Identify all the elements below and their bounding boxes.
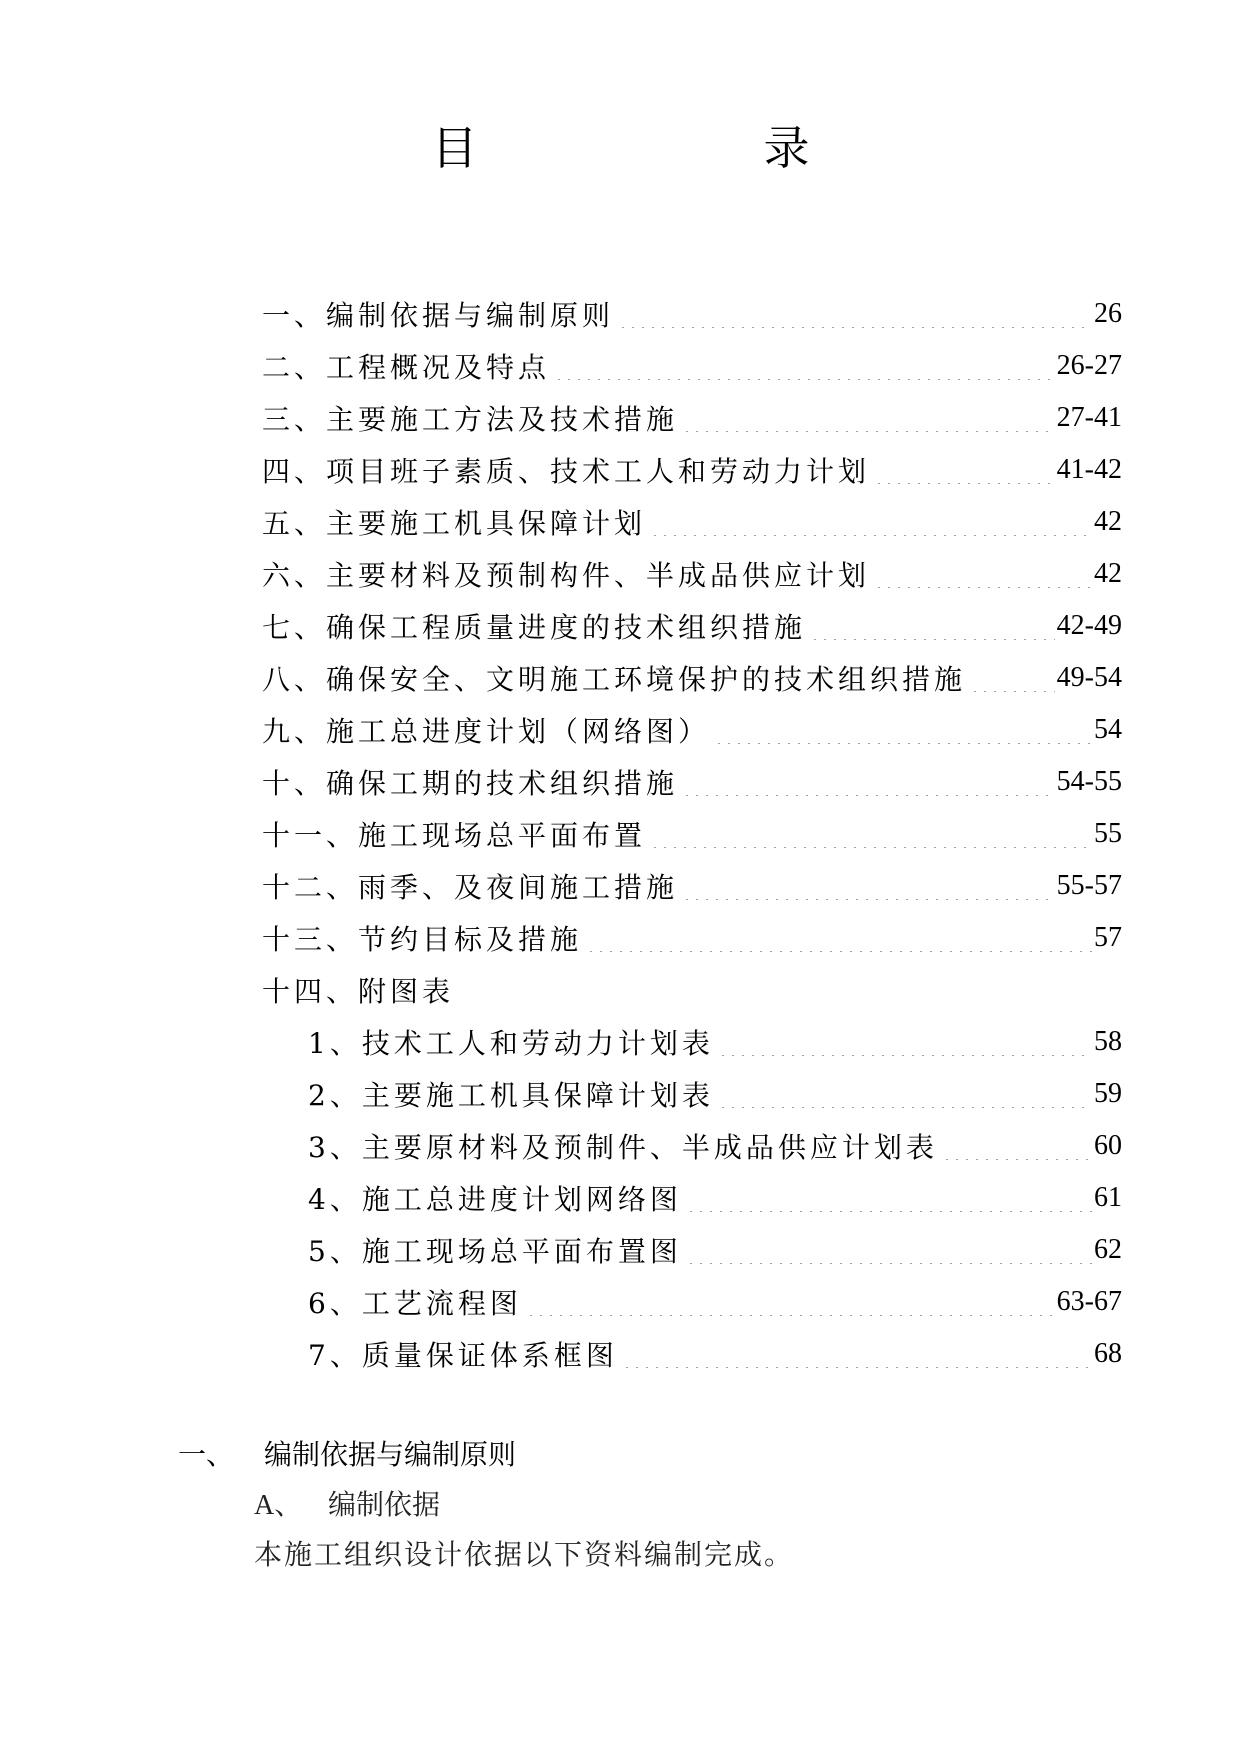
toc-label: 七、确保工程质量进度的技术组织措施: [262, 611, 807, 644]
page-title: 目 录: [431, 121, 930, 175]
toc-page: 55: [1094, 818, 1122, 849]
toc-page: 55-57: [1056, 870, 1122, 901]
toc-leader: [686, 1236, 1092, 1264]
toc-page: 54: [1094, 714, 1122, 745]
toc-page: 42: [1094, 506, 1122, 537]
toc-leader: [618, 300, 1092, 328]
toc-page: 62: [1094, 1234, 1122, 1265]
table-of-contents: [262, 288, 1122, 1380]
toc-entry[interactable]: [262, 652, 1122, 704]
toc-label: 2、主要施工机具保障计划表: [308, 1079, 714, 1112]
toc-subentry[interactable]: [262, 1276, 1122, 1328]
toc-label: 7、质量保证体系框图: [308, 1339, 618, 1372]
toc-entry[interactable]: [262, 496, 1122, 548]
toc-label: 十一、施工现场总平面布置: [262, 819, 647, 852]
toc-entry[interactable]: [262, 288, 1122, 340]
toc-subentry[interactable]: [262, 1016, 1122, 1068]
section-title: 编制依据与编制原则: [264, 1438, 517, 1471]
subsection-title: 编制依据: [328, 1488, 441, 1521]
toc-leader: [942, 1132, 1092, 1160]
toc-label: 3、主要原材料及预制件、半成品供应计划表: [308, 1131, 938, 1164]
toc-leader: [554, 352, 1055, 380]
toc-page: 57: [1094, 922, 1122, 953]
toc-page: 61: [1094, 1182, 1122, 1213]
toc-entry[interactable]: [262, 704, 1122, 756]
toc-leader: [682, 768, 1055, 796]
toc-subentry[interactable]: [262, 1224, 1122, 1276]
toc-page: 41-42: [1056, 454, 1122, 485]
toc-label: 三、主要施工方法及技术措施: [262, 403, 679, 436]
toc-entry[interactable]: [262, 392, 1122, 444]
toc-subentry[interactable]: [262, 1172, 1122, 1224]
toc-leader: [718, 1080, 1092, 1108]
subsection-heading: [254, 1483, 440, 1523]
toc-entry[interactable]: [262, 808, 1122, 860]
subsection-number: A、: [254, 1490, 303, 1521]
toc-label: 六、主要材料及预制构件、半成品供应计划: [262, 559, 871, 592]
section-heading: [178, 1433, 516, 1473]
toc-page: 42: [1094, 558, 1122, 589]
toc-label: 十、确保工期的技术组织措施: [262, 767, 679, 800]
toc-page: 54-55: [1056, 766, 1122, 797]
toc-leader: [682, 404, 1055, 432]
toc-label: 1、技术工人和劳动力计划表: [308, 1027, 714, 1060]
toc-leader: [810, 612, 1055, 640]
toc-leader: [874, 456, 1055, 484]
toc-page: 26: [1094, 298, 1122, 329]
toc-leader: [714, 716, 1092, 744]
toc-subentry[interactable]: [262, 1068, 1122, 1120]
toc-entry[interactable]: [262, 444, 1122, 496]
toc-page: 42-49: [1056, 610, 1122, 641]
toc-leader: [622, 1340, 1092, 1368]
toc-entry[interactable]: [262, 860, 1122, 912]
toc-label: 5、施工现场总平面布置图: [308, 1235, 682, 1268]
body-paragraph: 本施工组织设计依据以下资料编制完成。: [254, 1538, 795, 1571]
toc-page: 26-27: [1056, 350, 1122, 381]
toc-leader: [970, 664, 1055, 692]
toc-page: 59: [1094, 1078, 1122, 1109]
toc-label: 二、工程概况及特点: [262, 351, 551, 384]
toc-page: 63-67: [1056, 1286, 1122, 1317]
toc-label: 五、主要施工机具保障计划: [262, 507, 647, 540]
toc-label: 6、工艺流程图: [308, 1287, 522, 1320]
toc-leader: [650, 508, 1092, 536]
toc-label: 八、确保安全、文明施工环境保护的技术组织措施: [262, 663, 967, 696]
toc-leader: [586, 924, 1092, 952]
toc-leader: [682, 872, 1055, 900]
toc-page: 58: [1094, 1026, 1122, 1057]
toc-page: 27-41: [1056, 402, 1122, 433]
toc-leader: [526, 1288, 1055, 1316]
toc-entry[interactable]: [262, 340, 1122, 392]
toc-entry[interactable]: [262, 912, 1122, 964]
toc-group-heading[interactable]: [262, 964, 1122, 1016]
toc-entry[interactable]: [262, 600, 1122, 652]
toc-entry[interactable]: [262, 756, 1122, 808]
toc-page: 60: [1094, 1130, 1122, 1161]
toc-entry[interactable]: [262, 548, 1122, 600]
toc-label: 四、项目班子素质、技术工人和劳动力计划: [262, 455, 871, 488]
toc-leader: [718, 1028, 1092, 1056]
toc-label: 十二、雨季、及夜间施工措施: [262, 871, 679, 904]
toc-label: 一、编制依据与编制原则: [262, 299, 615, 332]
toc-page: 68: [1094, 1338, 1122, 1369]
section-number: 一、: [178, 1438, 235, 1471]
toc-leader: [874, 560, 1092, 588]
toc-subentry[interactable]: [262, 1120, 1122, 1172]
toc-label: 十四、附图表: [262, 975, 455, 1008]
toc-label: 十三、节约目标及措施: [262, 923, 583, 956]
toc-label: 4、施工总进度计划网络图: [308, 1183, 682, 1216]
toc-page: 49-54: [1056, 662, 1122, 693]
toc-subentry[interactable]: [262, 1328, 1122, 1380]
toc-leader: [650, 820, 1092, 848]
toc-leader: [686, 1184, 1092, 1212]
toc-label: 九、施工总进度计划（网络图）: [262, 715, 711, 748]
